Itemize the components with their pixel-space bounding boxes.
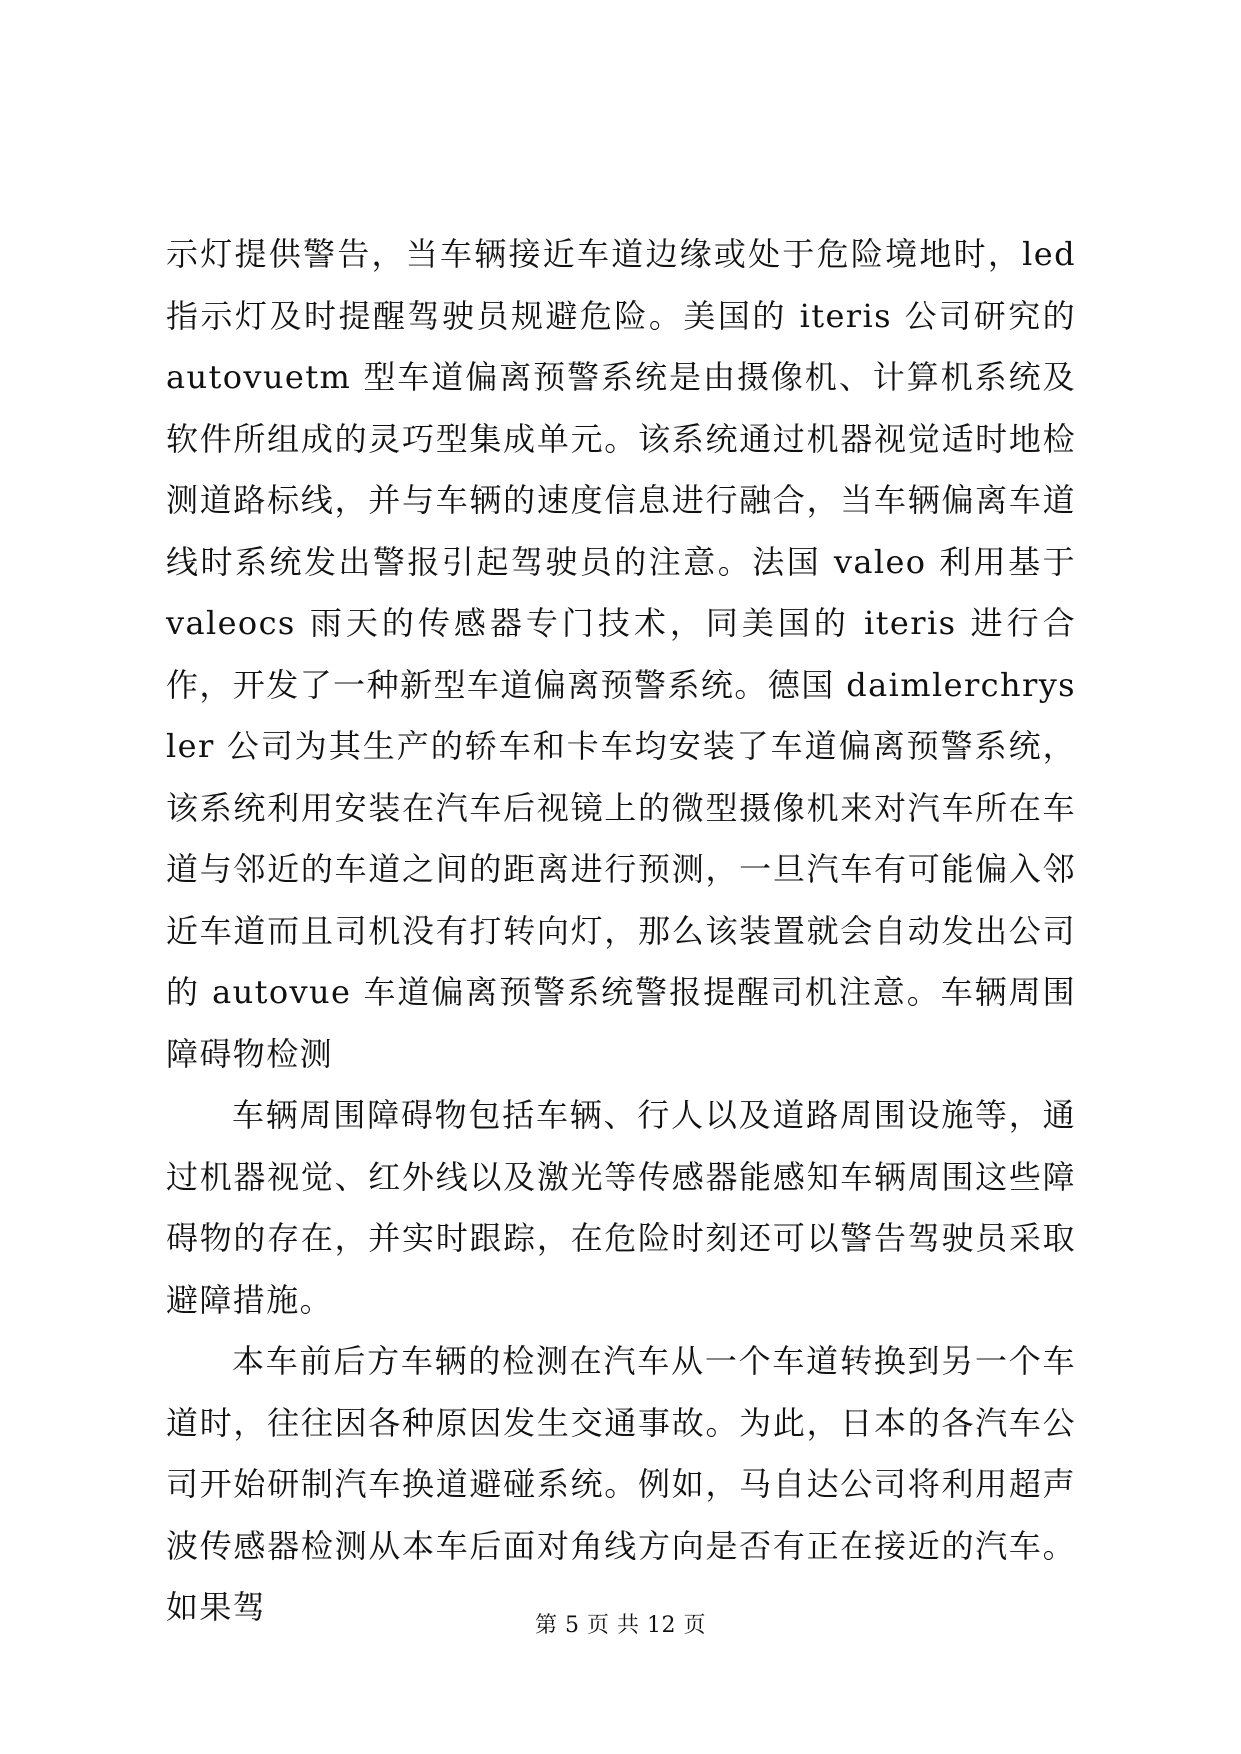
page-number-footer: 第 5 页 共 12 页 bbox=[535, 1613, 706, 1638]
paragraph-lane-departure: 示灯提供警告，当车辆接近车道边缘或处于危险境地时，led 指示灯及时提醒驾驶员规避危险。美国的 iteris 公司研究的 autovuetm 型车道偏离预警系统是由摄像机、计算机系统及软件所组成的灵巧型集成单元。该系统通过机器视觉适时地检测道路标线，并与车辆的速度信息进行融合，当车辆偏离车道线时系统发出警报引起驾驶员的注意。法国 valeo 利用基于 valeocs 雨天的传感器专门技术，同美国的 iteris 进行合作，开发了一种新型车道偏离预警系统。德国 daimlerchrysler 公司为其生产的轿车和卡车均安装了车道偏离预警系统，该系统利用安装在汽车后视镜上的微型摄像机来对汽车所在车道与邻近的车道之间的距离进行预测，一旦汽车有可能偏入邻近车道而且司机没有打转向灯，那么该装置就会自动发出公司的 autovue 车道偏离预警系统警报提醒司机注意。车辆周围障碍物检测 bbox=[166, 235, 1076, 1073]
paragraph-vehicle-detection: 本车前后方车辆的检测在汽车从一个车道转换到另一个车道时，往往因各种原因发生交通事故。为此，日本的各汽车公司开始研制汽车换道避碰系统。例如，马自达公司将利用超声波传感器检测从本车后面对角线方向是否有正在接近的汽车。如果驾 bbox=[166, 1342, 1076, 1626]
paragraph-obstacle-detection: 车辆周围障碍物包括车辆、行人以及道路周围设施等，通过机器视觉、红外线以及激光等传感器能感知车辆周围这些障碍物的存在，并实时跟踪，在危险时刻还可以警告驾驶员采取避障措施。 bbox=[166, 1096, 1076, 1319]
document-body bbox=[166, 224, 1076, 1639]
